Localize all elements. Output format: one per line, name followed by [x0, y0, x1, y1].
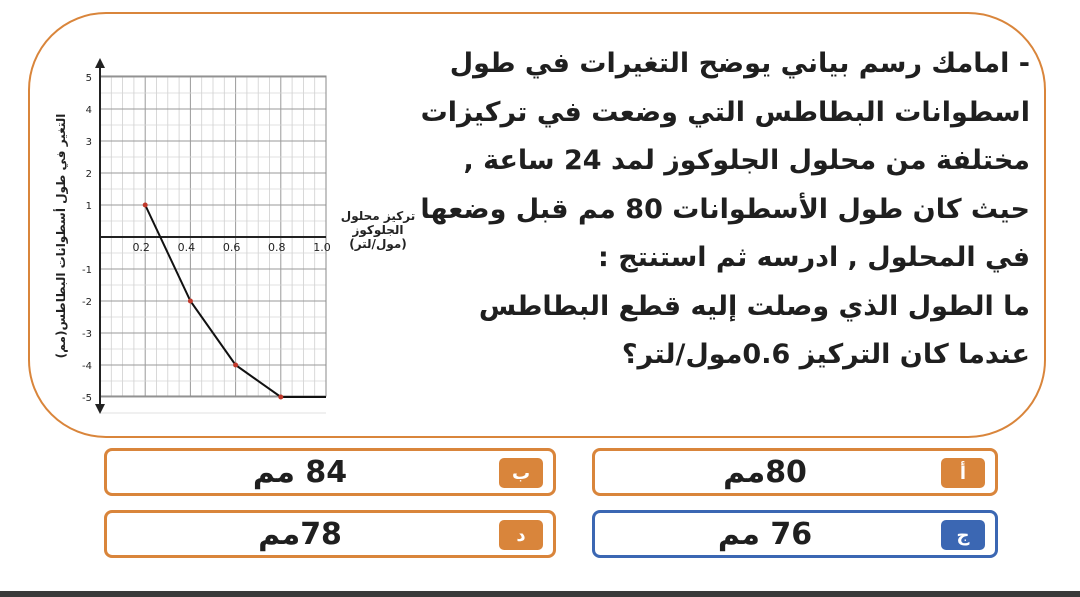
question-text [420, 40, 1030, 380]
data-point [233, 363, 238, 368]
y-tick-label: 2 [85, 169, 92, 180]
answer-a-label: أ [941, 458, 985, 488]
y-tick-label: -3 [82, 329, 92, 340]
question-line: اسطوانات البطاطس التي وضعت في تركيزات [420, 96, 1030, 128]
x-tick-label: 0.8 [268, 241, 286, 254]
bottom-bar [0, 591, 1080, 597]
x-axis-label: (مول/لتر) [349, 237, 407, 251]
question-line: حيث كان طول الأسطوانات 80 مم قبل وضعها [420, 193, 1030, 225]
y-tick-label: -4 [82, 361, 92, 372]
question-line: - امامك رسم بياني يوضح التغيرات في طول [449, 48, 1030, 79]
x-tick-label: 0.6 [222, 241, 241, 254]
data-point [143, 203, 148, 208]
data-point [278, 395, 283, 400]
data-point [188, 299, 193, 304]
y-tick-label: -2 [82, 297, 92, 308]
answer-c-label: ج [941, 520, 985, 550]
answer-option-a[interactable] [592, 448, 998, 496]
y-tick-label: -5 [82, 393, 92, 404]
y-axis-arrow-up [95, 58, 105, 68]
question-line: في المحلول , ادرسه ثم استنتج : [598, 242, 1030, 273]
line-chart [52, 52, 422, 424]
x-tick-label: 0.2 [132, 241, 150, 254]
answer-option-c[interactable] [592, 510, 998, 558]
x-tick-label: 1.0 [313, 241, 331, 254]
answer-option-b[interactable] [104, 448, 556, 496]
answer-c-text: 76 مم [717, 516, 813, 552]
y-tick-label: 5 [85, 73, 92, 84]
x-tick-label: 0.4 [177, 241, 196, 254]
answer-option-d[interactable] [104, 510, 556, 558]
answer-d-label: د [499, 520, 543, 550]
y-axis-label: التغير في طول أسطوانات البطاطس(مم) [54, 113, 68, 359]
question-line: عندما كان التركيز 0.6مول/لتر؟ [621, 339, 1030, 370]
answer-d-text: 78مم [258, 516, 342, 552]
answer-b-label: ب [499, 458, 543, 488]
x-axis-label: الجلوكوز [352, 223, 404, 237]
chart-svg [52, 52, 422, 424]
question-line: مختلفة من محلول الجلوكوز لمد 24 ساعة , [463, 145, 1030, 176]
question-line: ما الطول الذي وصلت إليه قطع البطاطس [478, 290, 1030, 322]
y-tick-label: 1 [85, 201, 92, 212]
answer-a-text: 80مم [723, 454, 807, 490]
y-tick-label: 3 [85, 137, 92, 148]
y-tick-label: -1 [82, 265, 92, 276]
y-axis-arrow-down [95, 404, 105, 414]
x-axis-label: تركيز محلول [340, 209, 416, 223]
answer-b-text: 84 مم [252, 454, 348, 490]
y-tick-label: 4 [85, 105, 92, 116]
